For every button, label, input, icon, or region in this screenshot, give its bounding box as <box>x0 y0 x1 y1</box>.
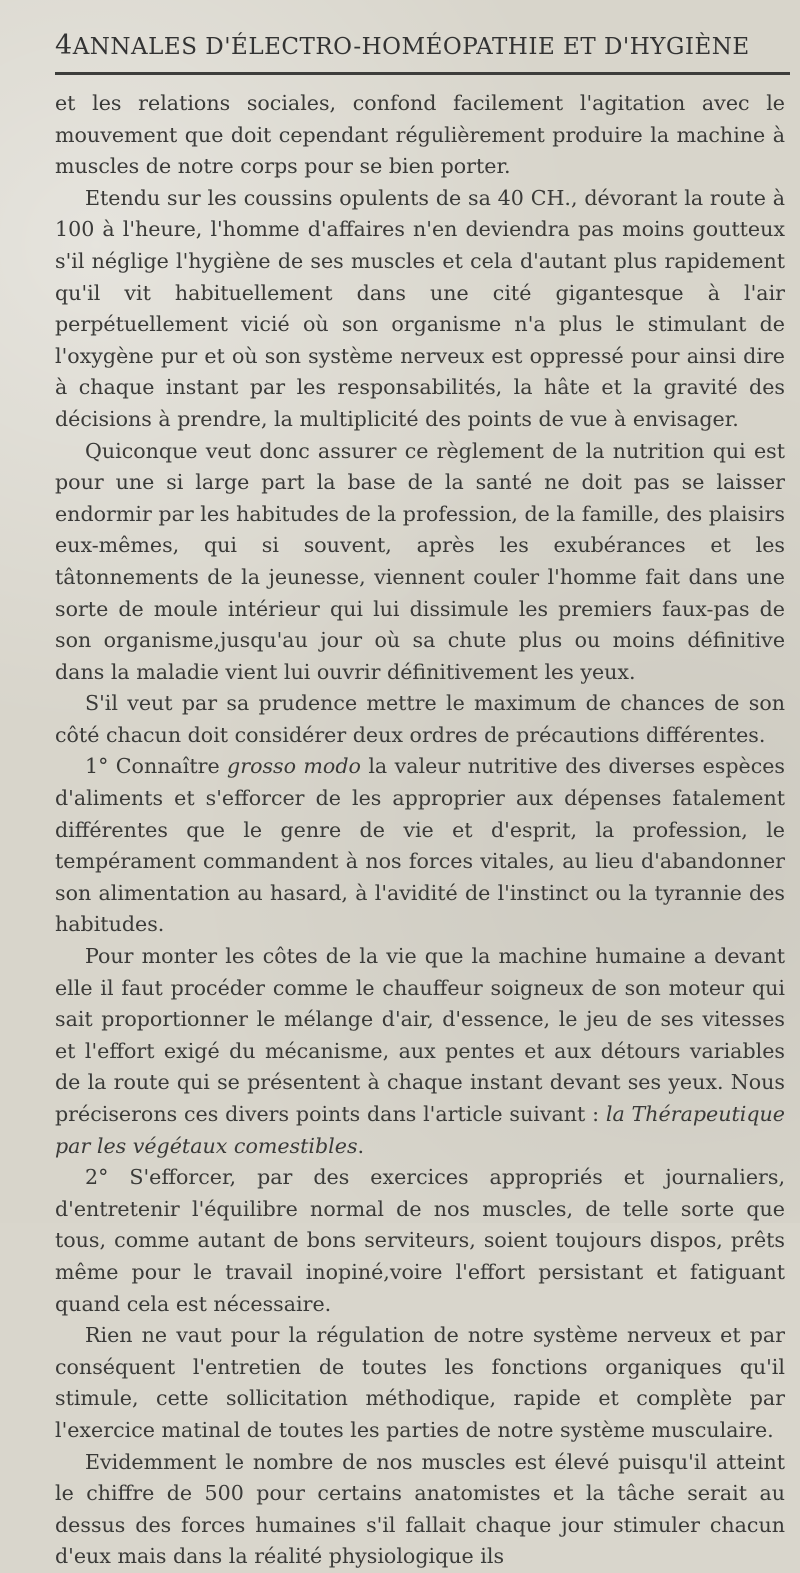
paragraph-9: Evidemment le nombre de nos muscles est élevé puisqu'il atteint le chiffre de 500 pour certains anatomistes et la tâche serait au dessus des forces humaines s'il fallait chaque jour stimuler chacun d'eux mais dans la réalité physiologique ils <box>55 1449 785 1569</box>
paragraph-6-text-b: . <box>357 1133 365 1158</box>
paragraph-6 <box>55 941 785 1162</box>
paragraph-8: Rien ne vaut pour la régulation de notre système nerveux et par conséquent l'entretien de toutes les fonctions organiques qu'il stimule, cette sollicitation méthodique, rapide et complète par l'exercice matinal de toutes les parties de notre système musculaire. <box>55 1323 785 1442</box>
page-header <box>55 30 750 66</box>
paragraph-6-text-a: Pour monter les côtes de la vie que la machine humaine a devant elle il faut procéder comme le chauffeur soigneux de son moteur qui sait proportionner le mélange d'air, d'essence, le jeu de ses vitesses et l'effort exigé du mécanisme, aux pentes et aux détours variables de la route qui se présentent à chaque instant devant ses yeux. Nous préciserons ces divers points dans l'article suivant : <box>55 944 785 1126</box>
header-rule <box>55 72 790 75</box>
body-text <box>55 88 785 1573</box>
running-title: ANNALES D'ÉLECTRO-HOMÉOPATHIE ET D'HYGIÈNE <box>72 34 750 60</box>
paragraph-5-italic: grosso modo <box>227 754 361 779</box>
page-number: 4 <box>55 30 73 61</box>
paragraph-5-text-b: la valeur nutritive des diverses espèces d'aliments et s'efforcer de les approprier aux dépenses fatalement différentes que le genre de vie et d'esprit, la profession, le tempérament commandent à nos forces vitales, au lieu d'abandonner son alimentation au hasard, à l'avidité de l'instinct ou la tyrannie des habitudes. <box>55 754 785 937</box>
paragraph-5-text-a: 1° Connaître <box>85 754 228 779</box>
paragraph-5 <box>55 751 785 941</box>
paragraph-7: 2° S'efforcer, par des exercices appropriés et journaliers, d'entretenir l'équilibre normal de nos muscles, de telle sorte que tous, comme autant de bons serviteurs, soient toujours dispos, prêts même pour le travail inopiné,voire l'effort persistant et fatiguant quand cela est nécessaire. <box>55 1165 785 1316</box>
paragraph-3: Quiconque veut donc assurer ce règlement de la nutrition qui est pour une si large part la base de la santé ne doit pas se laisser endormir par les habitudes de la profession, de la famille, des plaisirs eux-mêmes, qui si souvent, après les exubérances et les tâtonnements de la jeunesse, viennent couler l'homme fait dans une sorte de moule intérieur qui lui dissimule les premiers faux-pas de son organisme,jusqu'au jour où sa chute plus ou moins définitive dans la maladie vient lui ouvrir définitivement les yeux. <box>55 438 785 684</box>
paragraph-6-italic: la Thérapeutique par les végétaux comestibles <box>55 1102 785 1158</box>
paragraph-4: S'il veut par sa prudence mettre le maximum de chances de son côté chacun doit considérer deux ordres de précautions différentes. <box>55 691 785 747</box>
paragraph-1: et les relations sociales, confond facilement l'agitation avec le mouvement que doit cependant régulièrement produire la machine à muscles de notre corps pour se bien porter. <box>55 91 785 179</box>
paragraph-2: Etendu sur les coussins opulents de sa 40 CH., dévorant la route à 100 à l'heure, l'homme d'affaires n'en deviendra pas moins goutteux s'il néglige l'hygiène de ses muscles et cela d'autant plus rapidement qu'il vit habituellement dans une cité gigantesque à l'air perpétuellement vicié où son organisme n'a plus le stimulant de l'oxygène pur et où son système nerveux est oppressé pour ainsi dire à chaque instant par les responsabilités, la hâte et la gravité des décisions à prendre, la multiplicité des points de vue à envisager. <box>55 185 785 431</box>
